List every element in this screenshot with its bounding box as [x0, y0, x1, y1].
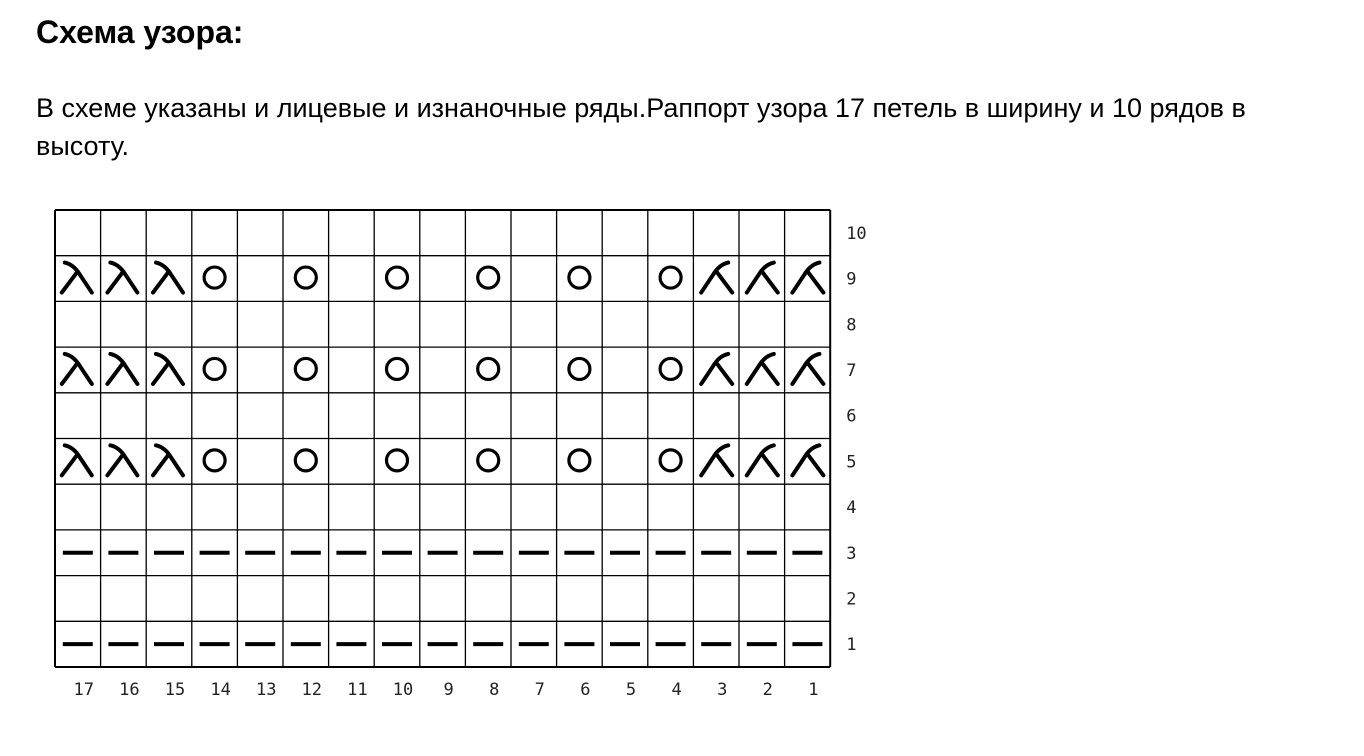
chart-cell — [465, 210, 511, 256]
decrease-left-symbol — [153, 354, 183, 384]
chart-cell — [101, 393, 147, 439]
chart-cell — [329, 210, 375, 256]
chart-cell — [465, 393, 511, 439]
decrease-right-symbol — [747, 445, 778, 475]
row-number-label: 3 — [846, 543, 857, 564]
yarn-over-symbol — [478, 267, 499, 288]
chart-cell — [374, 256, 420, 302]
yarn-over-symbol — [660, 450, 681, 471]
chart-cell — [329, 393, 375, 439]
chart-cell — [602, 210, 648, 256]
chart-cell — [693, 301, 739, 347]
chart-cell — [785, 301, 831, 347]
chart-cell — [237, 210, 283, 256]
chart-cell — [739, 301, 785, 347]
chart-cell — [602, 576, 648, 622]
chart-cell — [465, 256, 511, 302]
yarn-over-symbol — [387, 267, 408, 288]
decrease-right-symbol — [792, 445, 823, 475]
chart-cell — [55, 301, 101, 347]
chart-cell — [420, 439, 466, 485]
chart-cell — [237, 301, 283, 347]
chart-cell — [192, 439, 238, 485]
row-number-label: 10 — [846, 223, 867, 244]
chart-cell — [465, 347, 511, 393]
chart-cell — [420, 484, 466, 530]
chart-cell — [329, 256, 375, 302]
chart-cell — [237, 256, 283, 302]
chart-cell — [557, 256, 603, 302]
chart-cell — [557, 484, 603, 530]
chart-cell — [602, 484, 648, 530]
chart-cell — [283, 439, 329, 485]
chart-cell — [283, 256, 329, 302]
chart-cell — [693, 393, 739, 439]
chart-cell — [237, 484, 283, 530]
chart-cell — [146, 484, 192, 530]
chart-cell — [602, 256, 648, 302]
decrease-left-symbol — [62, 354, 92, 384]
chart-cell — [511, 393, 557, 439]
column-number-label: 14 — [210, 680, 231, 700]
chart-cell — [465, 576, 511, 622]
chart-cell — [739, 393, 785, 439]
column-number-label: 3 — [717, 680, 728, 700]
chart-cell — [146, 576, 192, 622]
chart-cell — [146, 393, 192, 439]
column-number-label: 6 — [580, 680, 591, 700]
chart-cell — [55, 210, 101, 256]
column-number-label: 5 — [625, 680, 637, 700]
chart-cell — [465, 484, 511, 530]
yarn-over-symbol — [478, 358, 499, 379]
decrease-right-symbol — [701, 445, 732, 475]
chart-cell — [602, 347, 648, 393]
column-number-label: 10 — [392, 680, 414, 700]
chart-cell — [693, 576, 739, 622]
chart-cell — [739, 484, 785, 530]
chart-cell — [329, 439, 375, 485]
chart-cell — [374, 484, 420, 530]
chart-cell — [283, 484, 329, 530]
chart-cell — [739, 210, 785, 256]
chart-cell — [648, 256, 694, 302]
pattern-description: В схеме указаны и лицевые и изнаночные ряды.Раппорт узора 17 петель в ширину и 10 рядов в высоту. — [36, 93, 1246, 161]
chart-cell — [785, 576, 831, 622]
row-number-label: 4 — [846, 498, 857, 519]
row-number-label: 5 — [846, 452, 857, 473]
chart-cell — [465, 439, 511, 485]
chart-cell — [648, 484, 694, 530]
chart-cell — [511, 576, 557, 622]
decrease-right-symbol — [747, 354, 778, 384]
chart-cell — [374, 301, 420, 347]
column-number-label: 2 — [762, 680, 773, 700]
yarn-over-symbol — [660, 267, 681, 288]
decrease-right-symbol — [792, 354, 823, 384]
decrease-right-symbol — [701, 263, 732, 293]
yarn-over-symbol — [295, 358, 316, 379]
decrease-left-symbol — [107, 263, 137, 293]
chart-cell — [374, 393, 420, 439]
chart-cell — [237, 439, 283, 485]
yarn-over-symbol — [660, 358, 681, 379]
yarn-over-symbol — [387, 358, 408, 379]
row-number-label: 8 — [846, 315, 857, 336]
chart-cell — [283, 301, 329, 347]
row-number-label: 9 — [846, 269, 857, 290]
chart-cell — [237, 347, 283, 393]
chart-cell — [420, 347, 466, 393]
chart-cell — [329, 576, 375, 622]
decrease-left-symbol — [153, 445, 183, 475]
decrease-right-symbol — [747, 263, 778, 293]
chart-cell — [374, 210, 420, 256]
chart-cell — [511, 256, 557, 302]
chart-cell — [511, 347, 557, 393]
chart-cell — [785, 484, 831, 530]
chart-cell — [420, 393, 466, 439]
chart-cell — [192, 576, 238, 622]
chart-cell — [602, 393, 648, 439]
row-number-label: 7 — [846, 360, 857, 381]
chart-cell — [420, 256, 466, 302]
chart-cell — [648, 210, 694, 256]
chart-cell — [602, 439, 648, 485]
chart-cell — [557, 576, 603, 622]
decrease-left-symbol — [107, 354, 137, 384]
chart-cell — [374, 347, 420, 393]
column-number-label: 16 — [119, 680, 140, 700]
decrease-left-symbol — [62, 445, 92, 475]
chart-cell — [420, 576, 466, 622]
chart-cell — [739, 576, 785, 622]
chart-cell — [465, 301, 511, 347]
chart-cell — [511, 301, 557, 347]
yarn-over-symbol — [569, 267, 590, 288]
row-number-label: 6 — [846, 406, 857, 427]
column-number-label: 7 — [534, 680, 545, 700]
chart-cell — [101, 210, 147, 256]
chart-cell — [192, 210, 238, 256]
chart-cell — [192, 256, 238, 302]
yarn-over-symbol — [387, 450, 408, 471]
chart-cell — [648, 439, 694, 485]
chart-cell — [420, 210, 466, 256]
chart-cell — [693, 484, 739, 530]
yarn-over-symbol — [204, 358, 225, 379]
chart-cell — [146, 210, 192, 256]
column-number-label: 13 — [255, 680, 277, 700]
chart-cell — [192, 484, 238, 530]
chart-cell — [101, 301, 147, 347]
chart-cell — [55, 393, 101, 439]
chart-cell — [283, 576, 329, 622]
chart-cell — [648, 301, 694, 347]
decrease-left-symbol — [62, 263, 92, 293]
column-number-label: 11 — [347, 680, 368, 700]
chart-cell — [146, 301, 192, 347]
chart-cell — [374, 439, 420, 485]
chart-cell — [329, 347, 375, 393]
chart-cell — [557, 210, 603, 256]
chart-cell — [693, 210, 739, 256]
chart-cell — [785, 210, 831, 256]
chart-cell — [329, 484, 375, 530]
chart-cell — [648, 347, 694, 393]
chart-cell — [557, 439, 603, 485]
column-number-label: 4 — [671, 680, 682, 700]
column-number-label: 8 — [489, 680, 500, 700]
chart-cell — [283, 210, 329, 256]
column-number-label: 9 — [443, 680, 454, 700]
chart-cell — [192, 393, 238, 439]
chart-cell — [557, 301, 603, 347]
chart-cell — [511, 210, 557, 256]
yarn-over-symbol — [295, 450, 316, 471]
chart-cell — [283, 347, 329, 393]
yarn-over-symbol — [204, 450, 225, 471]
yarn-over-symbol — [569, 450, 590, 471]
decrease-left-symbol — [153, 263, 183, 293]
row-number-label: 1 — [846, 635, 857, 656]
chart-cell — [557, 393, 603, 439]
chart-cell — [648, 393, 694, 439]
page-heading: Схема узора: — [36, 14, 244, 50]
chart-cell — [511, 439, 557, 485]
column-number-label: 17 — [73, 680, 95, 700]
chart-cell — [237, 393, 283, 439]
column-number-label: 15 — [164, 680, 186, 700]
chart-cell — [602, 301, 648, 347]
chart-cell — [785, 393, 831, 439]
chart-cell — [374, 576, 420, 622]
yarn-over-symbol — [569, 358, 590, 379]
chart-cell — [648, 576, 694, 622]
decrease-right-symbol — [701, 354, 732, 384]
chart-cell — [557, 347, 603, 393]
chart-cell — [283, 393, 329, 439]
chart-cell — [101, 576, 147, 622]
column-number-label: 1 — [808, 680, 819, 700]
chart-cell — [192, 301, 238, 347]
chart-cell — [329, 301, 375, 347]
row-number-label: 2 — [846, 589, 857, 610]
chart-cell — [192, 347, 238, 393]
chart-cell — [55, 484, 101, 530]
chart-cell — [55, 576, 101, 622]
yarn-over-symbol — [478, 450, 499, 471]
decrease-right-symbol — [792, 263, 823, 293]
column-number-label: 12 — [301, 680, 323, 700]
chart-cell — [237, 576, 283, 622]
decrease-left-symbol — [107, 445, 137, 475]
yarn-over-symbol — [295, 267, 316, 288]
chart-cell — [420, 301, 466, 347]
chart-cell — [511, 484, 557, 530]
chart-cell — [101, 484, 147, 530]
yarn-over-symbol — [204, 267, 225, 288]
